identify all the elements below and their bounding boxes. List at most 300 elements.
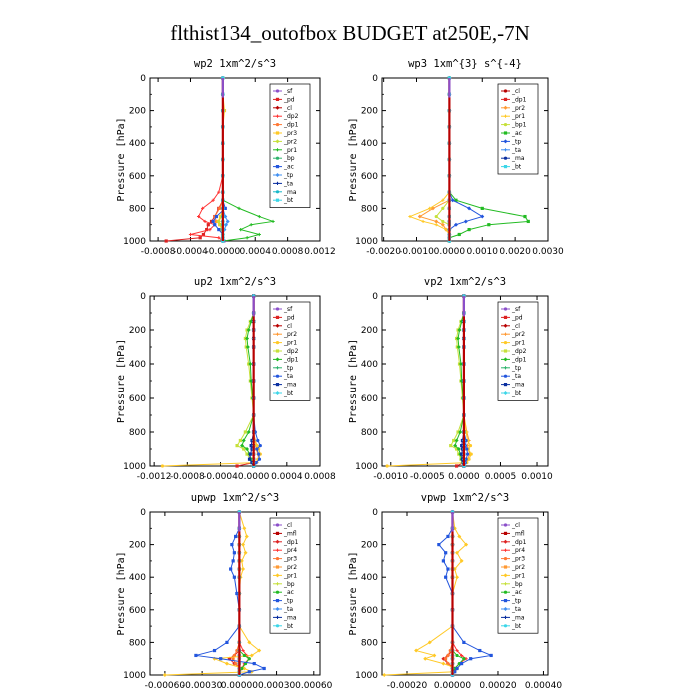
data-point (225, 641, 228, 644)
legend-marker (276, 523, 279, 526)
legend-label: _pr2 (512, 331, 526, 339)
y-tick-label: 0 (140, 292, 146, 302)
legend-label: _pr2 (512, 564, 526, 571)
y-tick-label: 600 (128, 605, 146, 616)
chart-panel (348, 58, 564, 257)
legend-marker (504, 565, 507, 568)
legend-marker (504, 523, 507, 526)
legend-label: _mfl (512, 530, 525, 538)
legend-label: _cl (284, 522, 292, 529)
chart-panel (348, 276, 553, 482)
legend-marker (504, 123, 507, 126)
chart-panel (116, 492, 333, 691)
x-tick-label: 0.0010 (521, 472, 553, 482)
data-point (449, 444, 452, 447)
data-point (382, 673, 386, 677)
data-point (432, 653, 436, 657)
x-tick-label: 0.0004 (271, 472, 303, 482)
y-tick-label: 200 (360, 106, 378, 117)
legend-label: _ac (284, 589, 294, 597)
data-point (444, 657, 447, 660)
legend-label: _bt (284, 197, 294, 205)
panel-title: vp2 1xm^2/s^3 (423, 276, 507, 288)
legend-label: _tp (284, 364, 294, 372)
data-point (455, 464, 458, 467)
data-point (213, 649, 216, 652)
legend-marker (276, 624, 279, 627)
legend-marker (504, 532, 507, 535)
legend-label: _ma (284, 188, 297, 196)
series-line (420, 78, 450, 241)
y-axis-label: Pressure [hPa] (116, 338, 127, 424)
x-tick-label: -0.00020 (386, 681, 428, 691)
legend-marker (504, 383, 507, 386)
legend-label: _pr1 (284, 146, 298, 154)
legend-marker (504, 157, 507, 160)
legend-label: _sf (284, 88, 293, 95)
x-tick-label: -0.0008 (140, 247, 176, 257)
data-point (217, 228, 220, 231)
legend-label: _pr4 (512, 547, 526, 555)
data-point (481, 207, 484, 210)
data-point (444, 576, 447, 579)
x-tick-label: -0.0005 (409, 472, 445, 482)
legend-label: _cl (284, 104, 292, 112)
x-tick-label: 0.00040 (524, 681, 563, 691)
data-point (247, 430, 251, 434)
y-tick-label: 1000 (355, 671, 378, 681)
legend-label: _pr2 (512, 104, 526, 112)
legend-label: _bt (512, 163, 522, 171)
legend (498, 302, 538, 400)
x-tick-label: 0.0005 (484, 472, 517, 482)
legend-label: _pr3 (284, 130, 298, 137)
legend (270, 518, 310, 633)
data-point (466, 453, 469, 456)
data-point (437, 543, 440, 546)
legend-label: _ma (512, 614, 525, 622)
legend-label: _ta (512, 606, 522, 613)
legend-label: _pr3 (284, 555, 298, 563)
legend-marker (276, 383, 279, 386)
legend-marker (276, 307, 279, 310)
series-line (190, 78, 222, 241)
data-point (218, 207, 221, 210)
data-point (232, 559, 235, 562)
x-tick-label: 0.0004 (239, 247, 271, 257)
legend-label: _cl (284, 322, 292, 330)
y-tick-label: 1000 (123, 671, 146, 681)
x-tick-label: -0.0012 (136, 472, 172, 482)
legend-label: _pr1 (512, 113, 526, 121)
legend-label: _bp (284, 155, 295, 163)
y-tick-label: 400 (360, 573, 378, 584)
legend-marker (276, 532, 279, 535)
legend-label: _bt (284, 622, 294, 630)
data-point (242, 526, 246, 530)
data-point (527, 220, 530, 223)
legend-label: _ta (284, 373, 294, 381)
data-point (246, 236, 249, 239)
data-point (241, 567, 245, 571)
series-line (410, 78, 449, 241)
y-tick-label: 400 (360, 139, 378, 150)
data-point (408, 215, 411, 218)
y-tick-label: 0 (372, 74, 378, 84)
data-point (207, 223, 210, 226)
legend-label: _pd (284, 96, 295, 104)
data-point (199, 236, 202, 239)
data-point (244, 430, 247, 433)
x-tick-label: -0.0020 (366, 247, 402, 257)
legend-marker (276, 89, 279, 92)
x-tick-label: -0.0000 (205, 247, 241, 257)
legend-marker (276, 131, 279, 134)
data-point (455, 654, 458, 657)
data-point (444, 551, 447, 554)
data-point (248, 458, 251, 461)
legend-label: _ta (512, 146, 522, 154)
data-point (255, 447, 258, 450)
legend-marker (276, 157, 279, 160)
data-point (257, 453, 260, 456)
data-point (259, 444, 262, 447)
y-tick-label: 1000 (355, 462, 378, 472)
y-tick-label: 1000 (355, 237, 378, 247)
legend-label: _dp2 (284, 348, 299, 355)
legend-marker (504, 624, 507, 627)
data-point (241, 543, 245, 547)
legend-label: _cl (512, 322, 520, 330)
legend-label: _bp1 (512, 121, 527, 129)
legend-label: _ta (284, 606, 294, 613)
series-line (387, 296, 471, 466)
panel-title: upwp 1xm^2/s^3 (190, 492, 280, 504)
y-tick-label: 0 (140, 508, 146, 518)
data-point (234, 535, 237, 538)
legend-marker (276, 591, 279, 594)
x-tick-label: -0.00060 (144, 681, 186, 691)
legend-marker (504, 341, 507, 344)
data-point (523, 215, 526, 218)
panel-title: wp3 1xm^{3} s^{-4} (408, 58, 522, 70)
data-point (469, 657, 472, 660)
y-axis-label: Pressure [hPa] (116, 551, 127, 636)
y-tick-label: 0 (372, 508, 378, 518)
legend (270, 302, 310, 400)
data-point (441, 207, 444, 210)
legend-marker (276, 316, 279, 319)
figure-title: flthist134_outofbox BUDGET at250E,-7N (170, 21, 530, 45)
series-tp (447, 76, 484, 243)
legend-marker (276, 165, 279, 168)
legend-marker (276, 190, 279, 193)
data-point (258, 458, 261, 461)
legend-marker (276, 599, 279, 602)
legend-label: _ta (512, 373, 522, 381)
data-point (490, 654, 493, 657)
legend-label: _pr1 (512, 572, 526, 580)
data-point (469, 444, 472, 447)
data-point (464, 219, 468, 223)
legend-marker (504, 307, 507, 310)
data-point (243, 654, 246, 657)
series-tp (437, 510, 493, 676)
data-point (468, 228, 471, 231)
series-pr1 (163, 510, 261, 677)
data-point (487, 223, 490, 226)
x-tick-label: -0.0010 (399, 247, 434, 257)
legend-marker (276, 375, 279, 378)
legend-label: _bt (512, 622, 522, 630)
series-pr1 (161, 294, 262, 467)
x-tick-label: 0.0012 (304, 247, 336, 257)
x-tick-label: -0.0010 (373, 472, 409, 482)
y-tick-label: 800 (360, 204, 378, 215)
data-point (435, 223, 438, 226)
data-point (435, 215, 438, 218)
data-point (161, 464, 164, 467)
data-point (224, 223, 228, 227)
y-tick-label: 0 (140, 74, 146, 84)
data-point (441, 220, 444, 223)
legend-marker (504, 599, 507, 602)
legend-label: _bp (512, 580, 523, 588)
series-tp (194, 510, 265, 676)
legend-label: _ta (284, 180, 294, 188)
legend-label: _dp1 (512, 356, 527, 364)
y-tick-label: 600 (128, 171, 146, 182)
legend-marker (504, 349, 507, 352)
y-tick-label: 200 (128, 106, 146, 117)
legend-label: _mfl (284, 530, 297, 538)
legend-label: _dp1 (284, 121, 299, 129)
legend-label: _tp (512, 597, 522, 605)
data-point (441, 662, 445, 666)
data-point (478, 649, 481, 652)
data-point (446, 654, 449, 657)
legend (270, 84, 310, 208)
legend-marker (276, 565, 279, 568)
data-point (235, 444, 238, 447)
legend-marker (504, 316, 507, 319)
data-point (165, 239, 168, 242)
legend-marker (504, 165, 507, 168)
data-point (446, 535, 449, 538)
x-tick-label: 0.0030 (532, 247, 564, 257)
legend-label: _pr1 (284, 339, 298, 347)
x-tick-label: -0.0004 (203, 472, 238, 482)
legend-marker (504, 375, 507, 378)
data-point (442, 559, 445, 562)
chart-panel (116, 58, 336, 257)
legend-label: _pr3 (512, 555, 526, 563)
y-tick-label: 200 (360, 540, 378, 551)
series-line (196, 512, 264, 675)
data-point (189, 233, 192, 236)
y-tick-label: 1000 (123, 237, 146, 247)
legend-marker (276, 557, 279, 560)
data-point (235, 464, 238, 467)
chart-panel (116, 276, 336, 482)
y-tick-label: 600 (360, 171, 378, 182)
data-point (226, 219, 230, 223)
legend-label: _pr1 (512, 339, 526, 347)
data-point (194, 654, 197, 657)
legend-marker (504, 131, 507, 134)
data-point (470, 453, 473, 456)
data-point (455, 667, 458, 670)
data-point (239, 439, 242, 442)
legend-label: _ac (512, 130, 522, 137)
chart-panel (348, 492, 562, 691)
data-point (467, 458, 470, 461)
y-tick-label: 800 (360, 638, 378, 649)
legend-label: _pd (284, 314, 295, 322)
x-tick-label: 0.00000 (433, 681, 472, 691)
legend-label: _ma (284, 614, 297, 622)
y-tick-label: 400 (128, 360, 146, 370)
data-point (242, 439, 246, 443)
data-point (213, 223, 216, 226)
data-point (248, 657, 251, 660)
series-line (449, 78, 482, 241)
data-point (462, 657, 465, 660)
legend-marker (504, 89, 507, 92)
y-tick-label: 800 (360, 428, 378, 438)
y-tick-label: 200 (128, 540, 146, 551)
y-axis-label: Pressure [hPa] (116, 117, 127, 202)
x-tick-label: 0.0000 (433, 247, 466, 257)
y-tick-label: 800 (128, 428, 146, 438)
legend-label: _bp (284, 580, 295, 588)
x-tick-label: 0.0008 (304, 472, 336, 482)
y-tick-label: 600 (128, 394, 146, 404)
legend-label: _pr4 (284, 547, 298, 555)
legend-label: _ac (512, 589, 522, 597)
x-tick-label: 0.00020 (479, 681, 517, 691)
legend-marker (276, 98, 279, 101)
data-point (233, 576, 236, 579)
y-tick-label: 400 (128, 573, 146, 584)
legend-label: _tp (284, 172, 294, 179)
data-point (215, 215, 218, 218)
legend-label: _sf (512, 306, 521, 313)
x-tick-label: 0.0020 (499, 247, 531, 257)
data-point (263, 667, 266, 670)
legend-label: _ac (284, 163, 294, 171)
legend-label: _ma (284, 381, 297, 389)
data-point (421, 220, 424, 223)
y-tick-label: 400 (128, 139, 146, 150)
y-tick-label: 200 (128, 326, 146, 336)
legend-marker (504, 591, 507, 594)
data-point (233, 551, 236, 554)
panel-title: vpwp 1xm^2/s^3 (420, 492, 510, 504)
legend-marker (276, 123, 279, 126)
y-axis-label: Pressure [hPa] (348, 551, 359, 636)
x-tick-label: 0.00060 (295, 681, 333, 691)
data-point (250, 223, 253, 226)
legend-label: _pr1 (284, 572, 298, 580)
legend-label: _pr2 (284, 564, 298, 571)
y-tick-label: 200 (360, 326, 378, 336)
data-point (258, 233, 261, 236)
y-tick-label: 800 (128, 638, 146, 649)
panel-title: up2 1xm^2/s^3 (193, 276, 277, 288)
series-line (223, 78, 273, 241)
data-point (212, 220, 215, 223)
data-point (451, 198, 455, 202)
legend (498, 84, 538, 174)
x-tick-label: 0.00030 (257, 681, 296, 691)
legend-label: _bt (512, 390, 522, 397)
x-tick-label: 0.0000 (448, 472, 480, 482)
data-point (229, 567, 232, 570)
series-pr1 (408, 76, 451, 242)
legend-label: _cl (512, 522, 520, 529)
y-tick-label: 600 (360, 394, 378, 404)
x-tick-label: -0.0004 (173, 247, 208, 257)
series-pr1 (221, 76, 274, 242)
legend-label: _dp2 (284, 113, 299, 121)
y-tick-label: 800 (128, 204, 146, 215)
x-tick-label: 0.0008 (271, 247, 304, 257)
legend-label: _dp1 (284, 538, 299, 546)
legend-label: _pr2 (284, 331, 298, 339)
legend-label: _tp (284, 597, 294, 605)
data-point (458, 233, 461, 236)
data-point (225, 662, 229, 666)
legend-label: _dp1 (512, 538, 527, 546)
legend-label: _ma (512, 155, 525, 163)
legend-label: _tp (512, 364, 522, 372)
panels-group (116, 58, 564, 691)
data-point (244, 551, 248, 555)
x-tick-label: -0.00030 (181, 681, 223, 691)
legend-label: _pd (512, 314, 523, 322)
data-point (256, 439, 259, 442)
data-point (248, 670, 251, 673)
data-point (245, 534, 249, 538)
legend-marker (276, 341, 279, 344)
y-tick-label: 0 (372, 292, 378, 302)
series-pr2 (418, 76, 452, 243)
y-axis-label: Pressure [hPa] (348, 338, 359, 424)
data-point (255, 444, 258, 447)
legend-marker (276, 349, 279, 352)
x-tick-label: 0.00000 (220, 681, 258, 691)
legend-label: _dp2 (512, 348, 527, 355)
legend-label: _dp1 (512, 96, 527, 104)
y-tick-label: 400 (360, 360, 378, 370)
legend-marker (504, 557, 507, 560)
data-point (230, 543, 233, 546)
data-point (386, 464, 389, 467)
legend-label: _cl (512, 88, 520, 95)
legend (498, 518, 538, 633)
y-tick-label: 600 (360, 605, 378, 616)
legend-marker (276, 199, 279, 202)
data-point (462, 641, 465, 644)
data-point (239, 228, 242, 231)
data-point (249, 453, 252, 456)
data-point (271, 220, 274, 223)
x-tick-label: -0.0008 (169, 472, 205, 482)
series-pr1 (382, 510, 468, 677)
data-point (234, 662, 237, 665)
data-point (460, 662, 463, 665)
